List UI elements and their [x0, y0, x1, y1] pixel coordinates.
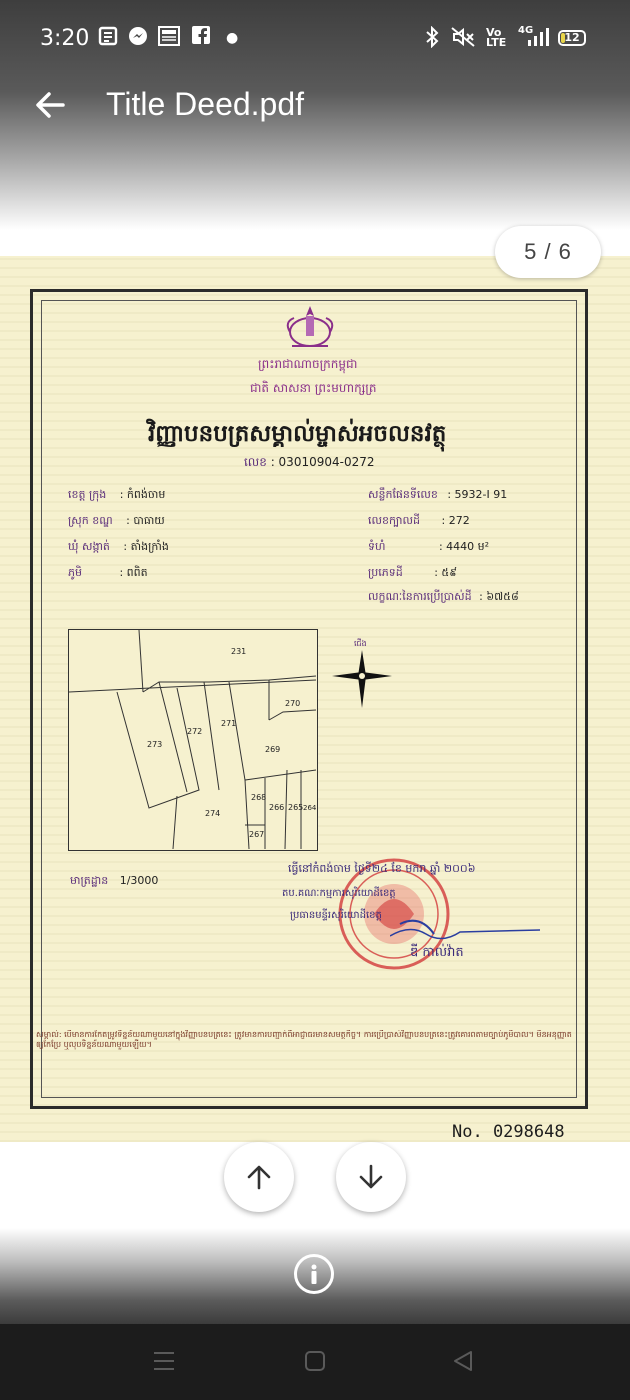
serial-number: No. 0298648 [452, 1122, 565, 1142]
field-district: ស្រុក ខណ្ឌ : បាធាយ [68, 514, 165, 527]
signatory-line-1: តប.គណៈកម្មការសុរិយោដីខេត្ត [282, 888, 396, 899]
parcel-label: 231 [231, 647, 247, 656]
page-indicator: 5 / 6 [495, 226, 601, 278]
north-label: ជើង [354, 639, 367, 648]
battery-level: 12 [564, 31, 580, 44]
parcel-label: 267 [249, 830, 265, 839]
up-arrow-icon [246, 1164, 272, 1190]
certificate-title: វិញ្ញាបនបត្រសម្គាល់ម្ចាស់អចលនវត្ថុ [148, 420, 447, 447]
messenger-icon [128, 26, 148, 52]
signatory-line-2: ប្រធានមន្ទីរសុរិយោដីខេត្ត [290, 910, 382, 921]
parcel-map [68, 629, 318, 851]
parcel-label: 274 [205, 809, 221, 818]
notification-dot-icon: ● [226, 30, 239, 46]
parcel-label: 270 [285, 699, 301, 708]
news-app-icon [158, 26, 180, 52]
parcel-label: 268 [251, 793, 267, 802]
signal-icon [526, 26, 550, 54]
compass-rose-icon [330, 636, 394, 712]
mute-icon [450, 26, 476, 54]
parcel-label: 273 [147, 740, 163, 749]
field-area: ទំហំ : 4440 ម² [368, 540, 490, 553]
home-icon[interactable] [304, 1350, 326, 1372]
volte-label: Vo LTE [486, 26, 507, 49]
parcel-map-drawing [69, 630, 316, 849]
facebook-icon [192, 26, 210, 50]
bluetooth-icon [424, 26, 440, 54]
status-bar [0, 0, 630, 76]
signatory-name: ឌី កាល់វ៉ាត [410, 945, 464, 960]
parcel-label: 271 [221, 719, 237, 728]
map-scale: មាត្រដ្ឋាន 1/3000 [70, 874, 159, 887]
parcel-label: 264 [303, 804, 316, 812]
kingdom-line: ព្រះរាជាណាចក្រកម្ពុជា [258, 357, 358, 371]
info-button[interactable] [294, 1254, 334, 1294]
down-arrow-icon [358, 1164, 384, 1190]
back-nav-icon[interactable] [452, 1350, 474, 1372]
royal-emblem-icon [278, 302, 342, 352]
field-land-use: លក្ខណៈនៃការប្រើប្រាស់ដី : ៦៧៥៨ [368, 590, 519, 603]
field-province: ខេត្ត ក្រុង : កំពង់ចាម [68, 488, 166, 501]
system-navigation-bar [0, 1324, 630, 1400]
back-arrow-icon [33, 88, 67, 122]
back-button[interactable] [28, 84, 72, 128]
field-map-sheet: សន្លឹកផែនទីលេខ : 5932-I 91 [368, 488, 508, 501]
issue-date-line: ធ្វើនៅកំពង់ចាម ថ្ងៃទី២៤ ខែ មករា ឆ្នាំ ២០០៦ [288, 862, 476, 875]
battery-icon [558, 30, 586, 46]
menu-icon[interactable] [152, 1350, 176, 1372]
motto-line: ជាតិ សាសនា ព្រះមហាក្សត្រ [250, 381, 377, 395]
status-time: 3:20 [40, 26, 90, 51]
signature-scribble [390, 920, 540, 944]
field-land-type: ប្រភេទដី : ៥៩ [368, 566, 457, 579]
field-village: ភូមិ : ពពិត [68, 566, 148, 579]
network-type: 4G [518, 25, 534, 36]
previous-page-button[interactable] [224, 1142, 294, 1212]
notes-icon [98, 26, 118, 52]
parcel-label: 272 [187, 727, 203, 736]
certificate-number: លេខ : 03010904-0272 [244, 455, 375, 469]
parcel-label: 269 [265, 745, 281, 754]
parcel-label: 265 [288, 803, 304, 812]
next-page-button[interactable] [336, 1142, 406, 1212]
pdf-page[interactable] [0, 256, 630, 1142]
field-parcel-number: លេខក្បាលដី : 272 [368, 514, 470, 527]
parcel-label: 266 [269, 803, 285, 812]
document-title: Title Deed.pdf [106, 86, 305, 122]
field-commune: ឃុំ សង្កាត់ : តាំងក្រាំង [68, 540, 169, 553]
app-bar [0, 76, 630, 136]
footer-note: សម្គាល់: បើមានការកែតម្រូវទិន្នន័យណាមួយនៅក្នុងវិញ្ញាបនបត្រនេះ ត្រូវមានការបញ្ជាក់ពីអាជ្ញាធរមានសមត្ថកិច្ច។ ការប្រើប្រាស់វិញ្ញាបនបត្រនេះត្រូវគោរពតាមច្បាប់ភូមិបាល។ មិនអនុញ្ញាតឲ្យកែប្រែ ឬលុបទិន្នន័យណាមួយឡើយ។ [36, 1030, 572, 1049]
info-icon [297, 1257, 331, 1291]
